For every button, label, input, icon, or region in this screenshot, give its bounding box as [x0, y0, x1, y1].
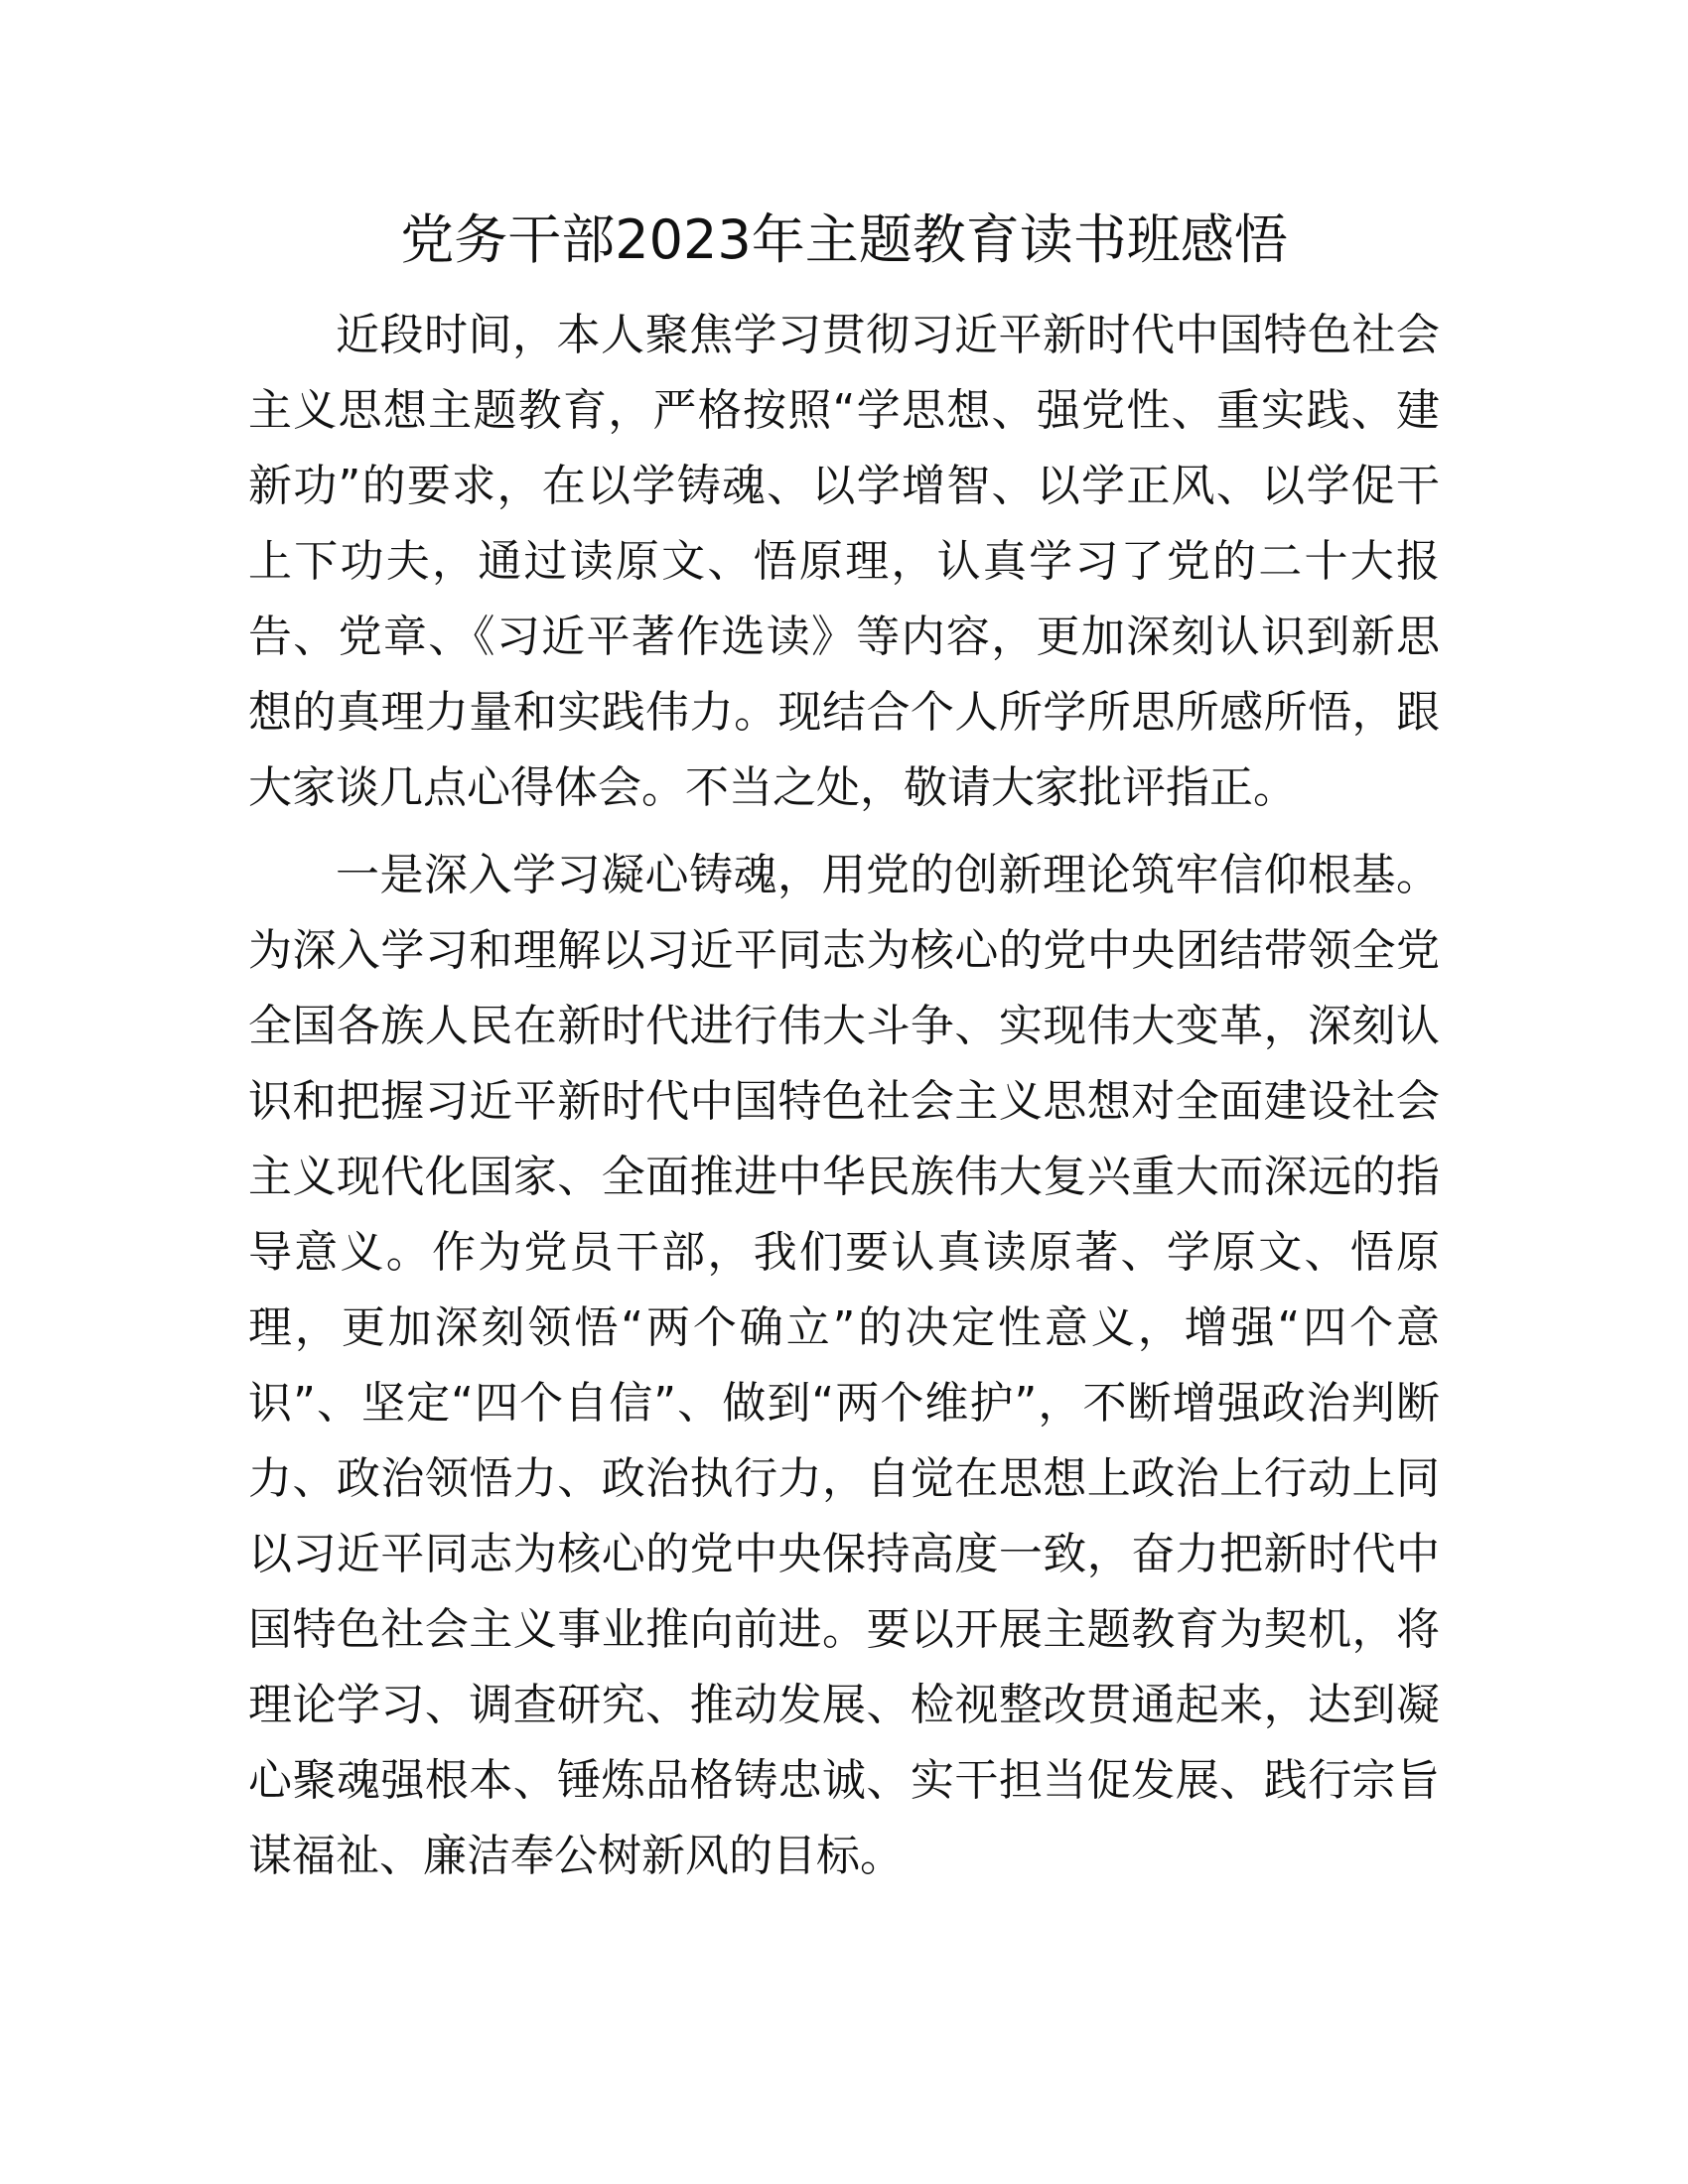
- paragraph-point-one: 一是深入学习凝心铸魂，用党的创新理论筑牢信仰根基。为深入学习和理解以习近平同志为核心的党中央团结带领全党全国各族人民在新时代进行伟大斗争、实现伟大变革，深刻认识和把握习近平新时代中国特色社会主义思想对全面建设社会主义现代化国家、全面推进中华民族伟大复兴重大而深远的指导意义。作为党员干部，我们要认真读原著、学原文、悟原理，更加深刻领悟“两个确立”的决定性意义，增强“四个意识”、坚定“四个自信”、做到“两个维护”，不断增强政治判断力、政治领悟力、政治执行力，自觉在思想上政治上行动上同以习近平同志为核心的党中央保持高度一致，奋力把新时代中国特色社会主义事业推向前进。要以开展主题教育为契机，将理论学习、调查研究、推动发展、检视整改贯通起来，达到凝心聚魂强根本、锤炼品格铸忠诚、实干担当促发展、践行宗旨谋福祉、廉洁奉公树新风的目标。: [248, 850, 1440, 1881]
- paragraph-intro: 近段时间，本人聚焦学习贯彻习近平新时代中国特色社会主义思想主题教育，严格按照“学思想、强党性、重实践、建新功”的要求，在以学铸魂、以学增智、以学正风、以学促干上下功夫，通过读原文、悟原理，认真学习了党的二十大报告、党章、《习近平著作选读》等内容，更加深刻认识到新思想的真理力量和实践伟力。现结合个人所学所思所感所悟，跟大家谈几点心得体会。不当之处，敬请大家批评指正。: [248, 310, 1440, 813]
- document-title: 党务干部2023年主题教育读书班感悟: [400, 208, 1288, 271]
- document-body: [248, 298, 1440, 1906]
